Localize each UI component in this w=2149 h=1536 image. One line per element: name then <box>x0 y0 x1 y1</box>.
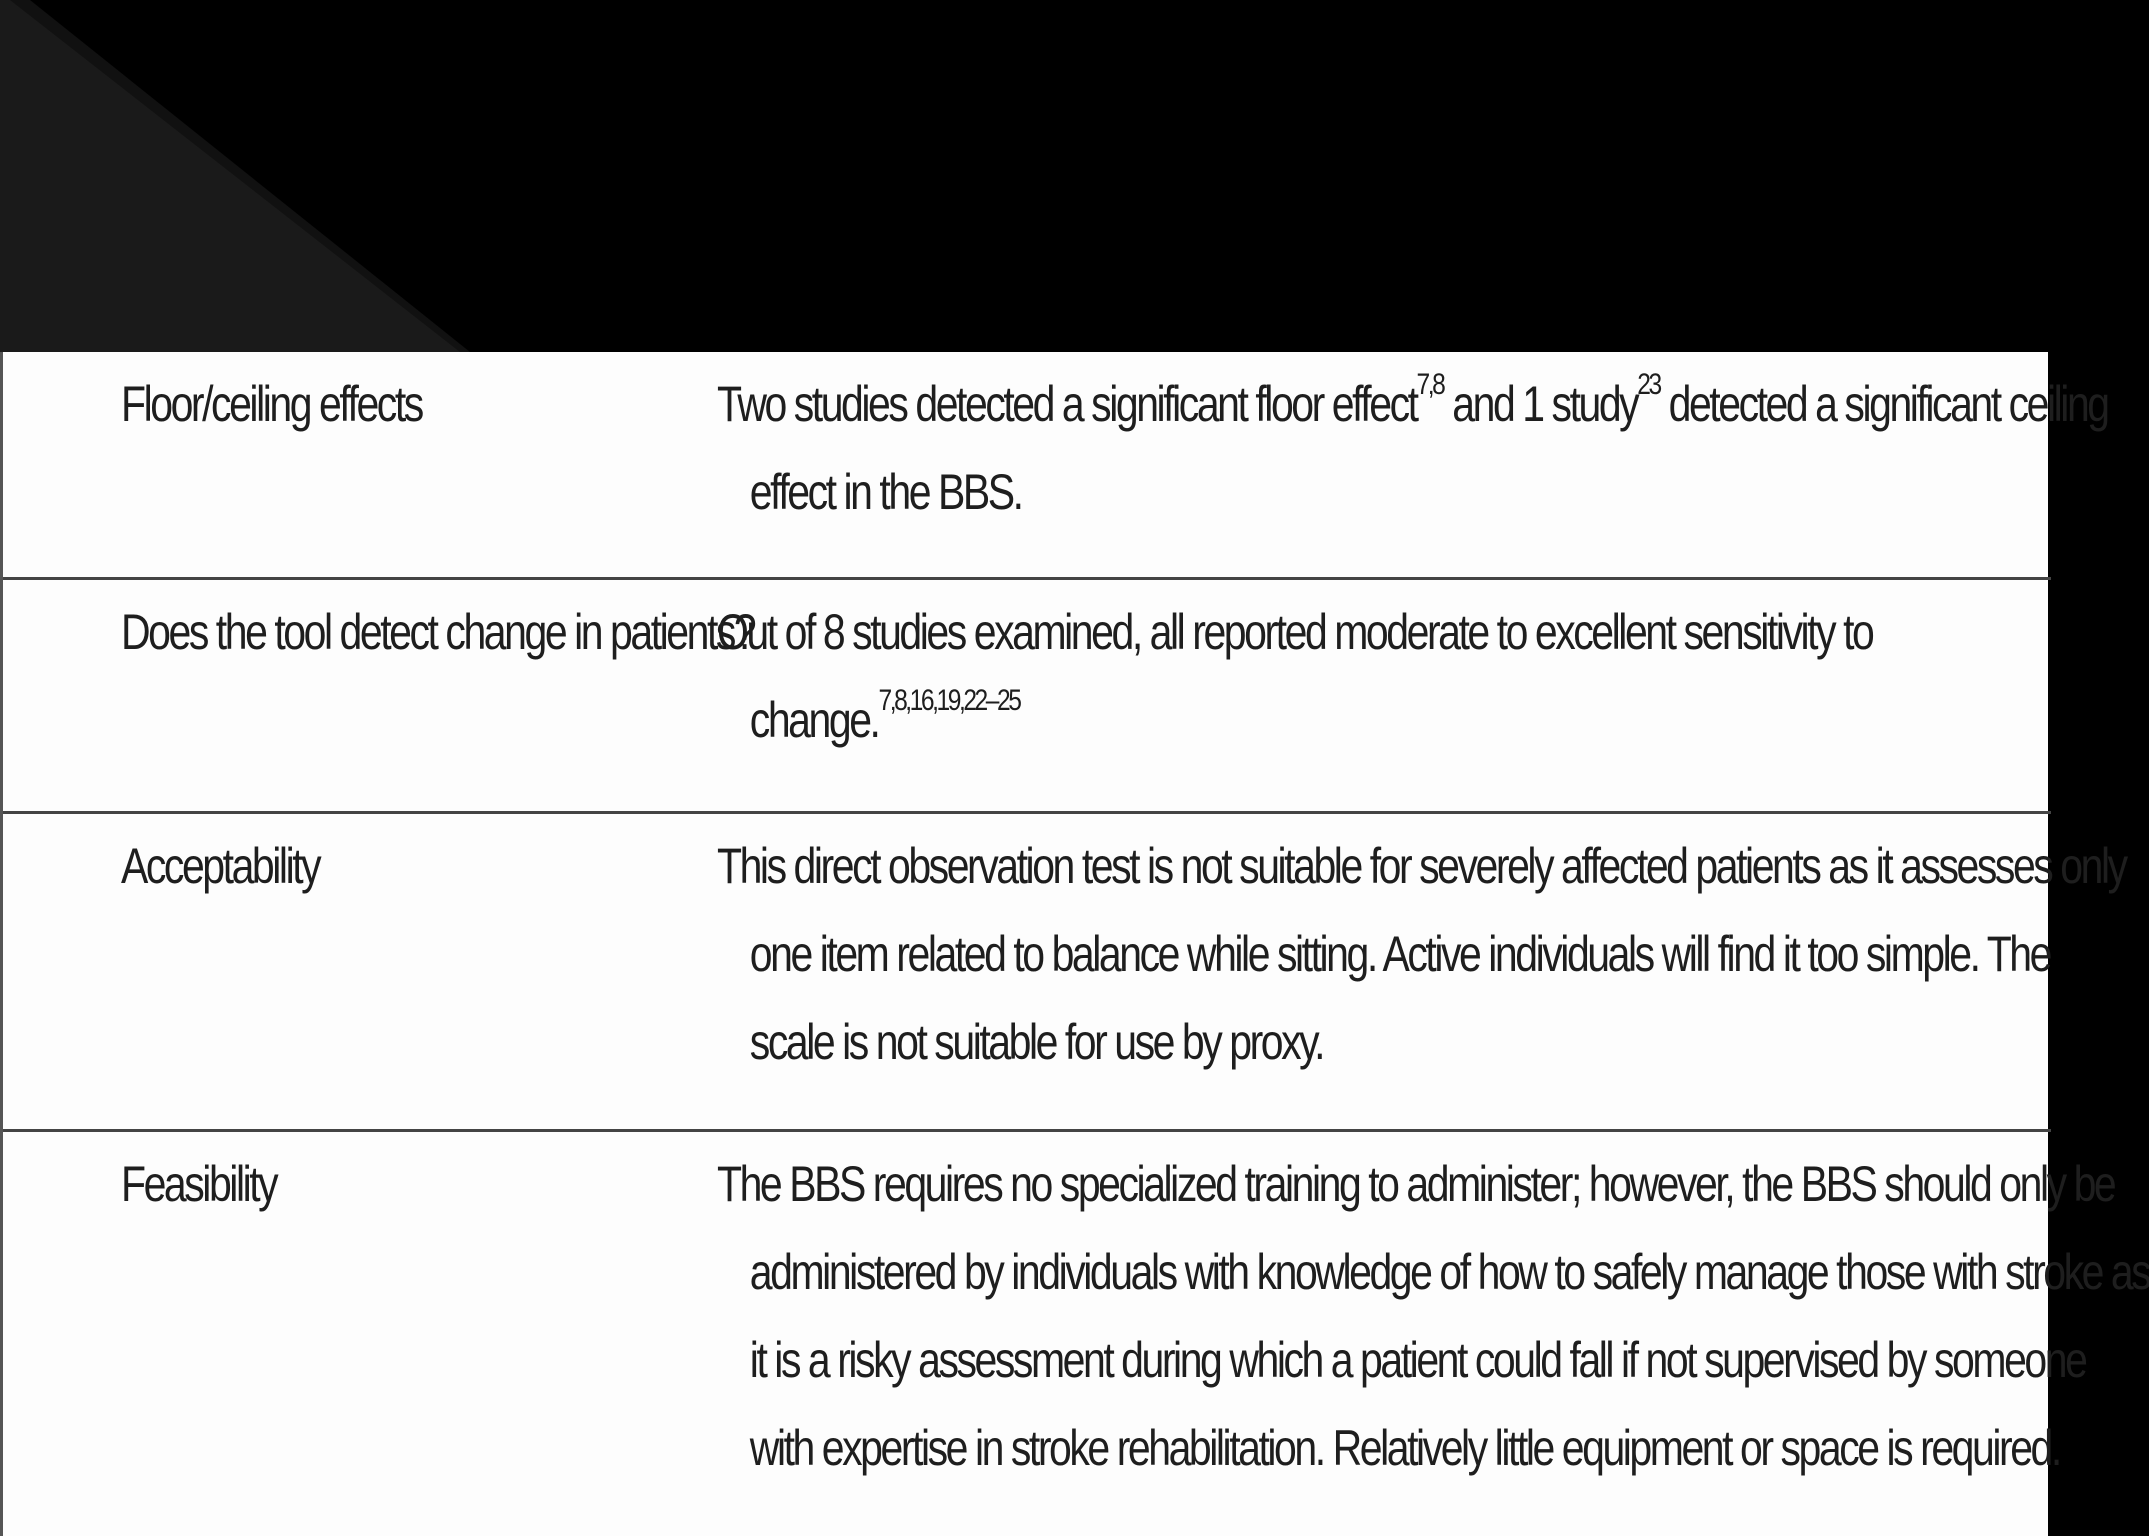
text-run: it is a risky assessment during which a patient could fall if not supervised by someone <box>749 1332 2086 1388</box>
text-run: administered by individuals with knowledge of how to safely manage those with stroke as <box>749 1244 2149 1300</box>
description-line <box>717 676 1872 764</box>
description-line <box>717 1316 2149 1404</box>
description-line <box>717 1228 2149 1316</box>
description-line <box>717 1404 2149 1492</box>
row-description <box>717 822 2126 1086</box>
row-label: Floor/ceiling effects <box>121 376 422 432</box>
corner-triangle-decoration <box>0 0 470 352</box>
text-run: The BBS requires no specialized training to administer; however, the BBS should only be <box>717 1156 2115 1212</box>
description-line <box>717 360 2108 448</box>
text-run: detected a significant ceiling <box>1659 376 2108 432</box>
row-description <box>717 360 2108 536</box>
row-label: Acceptability <box>121 838 320 894</box>
row-description <box>717 588 1872 764</box>
row-label: Does the tool detect change in patients? <box>121 604 755 660</box>
header-band <box>0 0 2048 352</box>
citation-superscript: 7,8,16,19,22–25 <box>878 684 1020 717</box>
citation-superscript: 23 <box>1637 368 1660 401</box>
text-run: change. <box>749 692 879 748</box>
row-label: Feasibility <box>121 1156 277 1212</box>
text-run: one item related to balance while sitting. Active individuals will find it too simple. The <box>749 926 2050 982</box>
description-line <box>717 822 2126 910</box>
table-row-acceptability <box>3 814 2126 1132</box>
table-row-floor-ceiling <box>3 352 2108 580</box>
table-row-detect-change <box>3 580 2051 814</box>
citation-superscript: 7,8 <box>1416 368 1444 401</box>
description-line <box>717 588 1872 676</box>
text-run: scale is not suitable for use by proxy. <box>749 1014 1324 1070</box>
description-line <box>717 1140 2149 1228</box>
text-run: and 1 study <box>1443 376 1638 432</box>
description-line <box>717 910 2126 998</box>
text-run: with expertise in stroke rehabilitation. Relatively little equipment or space is required. <box>749 1420 2060 1476</box>
text-run: Out of 8 studies examined, all reported moderate to excellent sensitivity to <box>717 604 1873 660</box>
description-line <box>717 448 2108 536</box>
properties-table-image <box>0 352 2149 1536</box>
text-run: effect in the BBS. <box>749 464 1022 520</box>
text-run: Two studies detected a significant floor effect <box>717 376 1417 432</box>
description-line <box>717 998 2126 1086</box>
row-description <box>717 1140 2149 1492</box>
table-row-feasibility <box>3 1132 2149 1536</box>
text-run: This direct observation test is not suitable for severely affected patients as it assesses only <box>717 838 2126 894</box>
